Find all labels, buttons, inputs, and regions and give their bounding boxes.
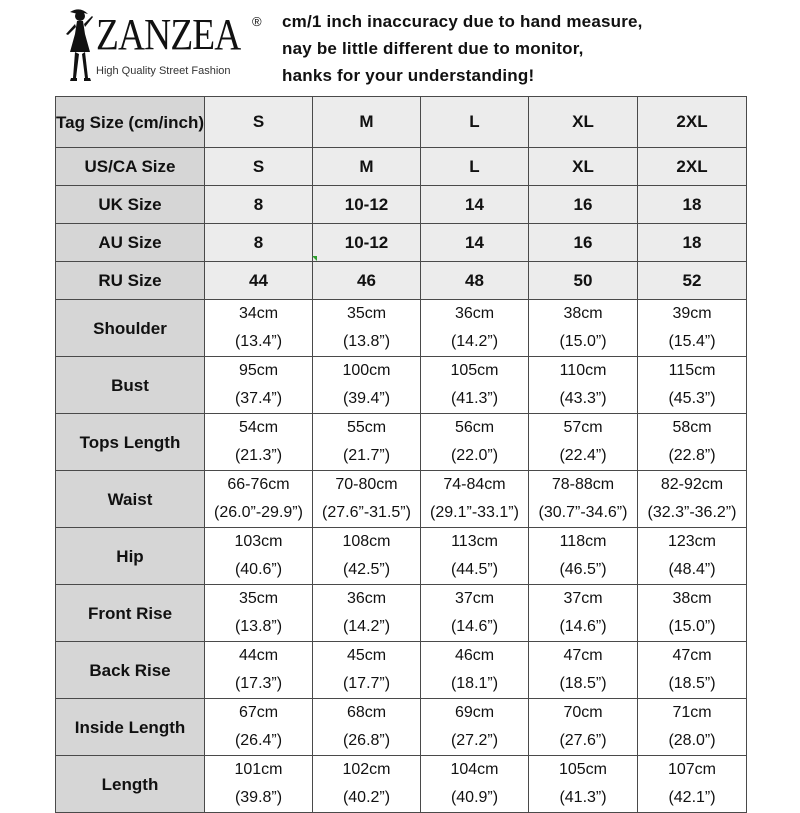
- measurement-inch: (26.8”): [342, 732, 391, 749]
- measurement-cell: [638, 528, 747, 585]
- measurement-cell: [421, 756, 529, 813]
- measurement-cell: [638, 756, 747, 813]
- conversion-value: 8: [205, 186, 313, 224]
- measurement-cell: [205, 471, 313, 528]
- conversion-value: 8: [205, 224, 313, 262]
- measurement-cm: 44cm: [238, 647, 279, 664]
- measurement-cm: 71cm: [672, 704, 712, 721]
- measurement-cell: [205, 642, 313, 699]
- measurement-cell: [313, 528, 421, 585]
- measurement-inch: (13.8”): [342, 333, 391, 350]
- measurement-cm: 101cm: [234, 761, 283, 778]
- measurement-cell: [205, 585, 313, 642]
- measurement-cm: 36cm: [454, 305, 495, 322]
- conversion-value: L: [421, 148, 529, 186]
- measurement-inch: (45.3”): [668, 390, 716, 407]
- conversion-value: 46: [313, 262, 421, 300]
- conversion-value: 2XL: [638, 148, 747, 186]
- measurement-inch: (15.4”): [668, 333, 716, 350]
- measurement-cm: 100cm: [342, 362, 391, 379]
- size-header: S: [205, 97, 313, 148]
- note-line: nay be little different due to monitor,: [282, 39, 584, 58]
- brand-logo: [60, 8, 270, 86]
- measurement-cell: [529, 300, 638, 357]
- measurement-cell: [421, 471, 529, 528]
- measurement-cm: 37cm: [454, 590, 495, 607]
- conversion-value: 18: [638, 186, 747, 224]
- measurement-cm: 54cm: [238, 419, 279, 436]
- measurement-cell: [421, 300, 529, 357]
- note-line: hanks for your understanding!: [282, 66, 535, 85]
- registered-mark: ®: [252, 14, 262, 29]
- woman-silhouette-icon: [60, 8, 100, 86]
- conversion-label: UK Size: [56, 186, 205, 224]
- measurement-cm: 38cm: [672, 590, 712, 607]
- measurement-cell: [205, 699, 313, 756]
- measurement-notes: [282, 8, 800, 89]
- tag-size-label: Tag Size (cm/inch): [56, 97, 205, 148]
- measurement-row: [56, 699, 747, 756]
- measurement-inch: (14.6”): [450, 618, 499, 635]
- measurement-cm: 104cm: [450, 761, 499, 778]
- measurement-cm: 47cm: [672, 647, 712, 664]
- measurement-inch: (18.5”): [559, 675, 607, 692]
- measurement-inch: (48.4”): [668, 561, 716, 578]
- measurement-cm: 58cm: [672, 419, 712, 436]
- size-header: L: [421, 97, 529, 148]
- conversion-value: M: [313, 148, 421, 186]
- measurement-label: Shoulder: [56, 300, 205, 357]
- measurement-cm: 39cm: [672, 305, 712, 322]
- measurement-cell: [529, 414, 638, 471]
- tag-size-row: [56, 97, 747, 148]
- note-line: cm/1 inch inaccuracy due to hand measure,: [282, 12, 643, 31]
- measurement-cm: 113cm: [451, 533, 498, 550]
- measurement-inch: (21.3”): [234, 447, 283, 464]
- measurement-inch: (41.3”): [450, 390, 499, 407]
- measurement-inch: (29.1”-33.1”): [430, 504, 519, 521]
- conversion-value: XL: [529, 148, 638, 186]
- measurement-inch: (40.2”): [342, 789, 391, 806]
- measurement-inch: (41.3”): [559, 789, 607, 806]
- conversion-value: 10-12: [313, 186, 421, 224]
- conversion-label: AU Size: [56, 224, 205, 262]
- measurement-cell: [638, 357, 747, 414]
- conversion-value: 16: [529, 186, 638, 224]
- measurement-inch: (17.7”): [342, 675, 391, 692]
- measurement-cm: 35cm: [346, 305, 387, 322]
- conversion-value: 52: [638, 262, 747, 300]
- size-chart-body: [56, 97, 747, 813]
- measurement-cm: 103cm: [234, 533, 283, 550]
- conversion-value: 48: [421, 262, 529, 300]
- measurement-inch: (43.3”): [559, 390, 607, 407]
- measurement-cell: [205, 300, 313, 357]
- measurement-cell: [421, 585, 529, 642]
- measurement-row: [56, 357, 747, 414]
- measurement-cm: 74-84cm: [443, 476, 506, 493]
- conversion-row: [56, 186, 747, 224]
- measurement-cm: 36cm: [346, 590, 387, 607]
- measurement-cm: 66-76cm: [227, 476, 290, 493]
- conversion-row: [56, 148, 747, 186]
- measurement-cm: 57cm: [563, 419, 603, 436]
- measurement-inch: (30.7”-34.6”): [538, 504, 628, 521]
- measurement-cm: 69cm: [454, 704, 495, 721]
- conversion-label: RU Size: [56, 262, 205, 300]
- measurement-inch: (14.6”): [559, 618, 607, 635]
- measurement-row: [56, 585, 747, 642]
- measurement-cell: [638, 642, 747, 699]
- measurement-label: Length: [56, 756, 205, 813]
- measurement-row: [56, 414, 747, 471]
- measurement-cm: 68cm: [346, 704, 387, 721]
- brand-name: ZANZEA: [96, 10, 241, 59]
- measurement-row: [56, 756, 747, 813]
- measurement-inch: (44.5”): [450, 561, 499, 578]
- measurement-cell: [313, 357, 421, 414]
- measurement-cm: 118cm: [559, 533, 607, 550]
- measurement-inch: (15.0”): [559, 333, 607, 350]
- measurement-inch: (27.6”-31.5”): [322, 504, 411, 521]
- measurement-cm: 82-92cm: [660, 476, 724, 493]
- measurement-label: Tops Length: [56, 414, 205, 471]
- measurement-cell: [421, 414, 529, 471]
- conversion-value: 18: [638, 224, 747, 262]
- measurement-cm: 105cm: [558, 761, 608, 778]
- measurement-cell: [529, 642, 638, 699]
- size-chart-table: [55, 96, 747, 813]
- measurement-cm: 55cm: [346, 419, 387, 436]
- measurement-cell: [313, 699, 421, 756]
- measurement-cell: [205, 357, 313, 414]
- green-marker: [312, 256, 317, 261]
- conversion-value: S: [205, 148, 313, 186]
- measurement-inch: (42.1”): [668, 789, 716, 806]
- conversion-value: 44: [205, 262, 313, 300]
- measurement-cm: 45cm: [346, 647, 387, 664]
- measurement-cm: 67cm: [238, 704, 279, 721]
- measurement-inch: (26.0”-29.9”): [214, 504, 303, 521]
- measurement-inch: (42.5”): [342, 561, 391, 578]
- measurement-inch: (28.0”): [668, 732, 716, 749]
- measurement-cm: 34cm: [238, 305, 279, 322]
- measurement-cell: [313, 642, 421, 699]
- measurement-cell: [205, 756, 313, 813]
- measurement-cm: 70-80cm: [335, 476, 398, 493]
- measurement-inch: (22.0”): [450, 447, 499, 464]
- measurement-cell: [638, 471, 747, 528]
- measurement-inch: (40.9”): [450, 789, 499, 806]
- measurement-inch: (32.3”-36.2”): [647, 504, 737, 521]
- measurement-cm: 56cm: [454, 419, 495, 436]
- measurement-inch: (26.4”): [234, 732, 283, 749]
- measurement-cell: [313, 585, 421, 642]
- measurement-inch: (39.8”): [234, 789, 283, 806]
- measurement-label: Back Rise: [56, 642, 205, 699]
- conversion-value: 14: [421, 186, 529, 224]
- measurement-inch: (27.2”): [450, 732, 499, 749]
- conversion-row: [56, 224, 747, 262]
- measurement-cell: [529, 471, 638, 528]
- size-header: M: [313, 97, 421, 148]
- conversion-value: 10-12: [313, 224, 421, 262]
- measurement-cell: [529, 357, 638, 414]
- conversion-value: 50: [529, 262, 638, 300]
- measurement-cm: 115cm: [668, 362, 716, 379]
- measurement-cm: 47cm: [563, 647, 603, 664]
- measurement-cell: [529, 756, 638, 813]
- size-header: XL: [529, 97, 638, 148]
- measurement-label: Bust: [56, 357, 205, 414]
- measurement-inch: (27.6”): [559, 732, 607, 749]
- measurement-cm: 46cm: [454, 647, 495, 664]
- measurement-inch: (22.4”): [559, 447, 607, 464]
- measurement-cm: 70cm: [563, 704, 603, 721]
- conversion-value: 14: [421, 224, 529, 262]
- measurement-cm: 105cm: [450, 362, 499, 379]
- conversion-value: 16: [529, 224, 638, 262]
- measurement-inch: (18.5”): [668, 675, 716, 692]
- measurement-inch: (15.0”): [668, 618, 716, 635]
- measurement-cell: [421, 528, 529, 585]
- measurement-cm: 37cm: [563, 590, 603, 607]
- measurement-row: [56, 300, 747, 357]
- measurement-inch: (14.2”): [450, 333, 499, 350]
- measurement-inch: (37.4”): [234, 390, 283, 407]
- measurement-cm: 38cm: [563, 305, 603, 322]
- measurement-cell: [529, 528, 638, 585]
- measurement-cell: [313, 414, 421, 471]
- conversion-row: [56, 262, 747, 300]
- measurement-inch: (22.8”): [668, 447, 716, 464]
- header: [0, 0, 800, 96]
- measurement-cell: [638, 699, 747, 756]
- measurement-label: Waist: [56, 471, 205, 528]
- measurement-cell: [205, 528, 313, 585]
- measurement-cell: [421, 357, 529, 414]
- measurement-inch: (39.4”): [342, 390, 391, 407]
- measurement-inch: (46.5”): [559, 561, 607, 578]
- measurement-cell: [313, 756, 421, 813]
- measurement-cell: [421, 642, 529, 699]
- measurement-cm: 102cm: [342, 761, 391, 778]
- measurement-cm: 95cm: [238, 362, 279, 379]
- measurement-cell: [313, 300, 421, 357]
- measurement-inch: (18.1”): [450, 675, 499, 692]
- measurement-cm: 123cm: [667, 533, 717, 550]
- measurement-inch: (14.2”): [342, 618, 391, 635]
- measurement-cm: 35cm: [238, 590, 279, 607]
- measurement-inch: (13.4”): [234, 333, 283, 350]
- brand-tagline: High Quality Street Fashion: [96, 65, 231, 77]
- measurement-cell: [638, 300, 747, 357]
- conversion-label: US/CA Size: [56, 148, 205, 186]
- measurement-cell: [421, 699, 529, 756]
- measurement-label: Front Rise: [56, 585, 205, 642]
- measurement-inch: (40.6”): [234, 561, 283, 578]
- measurement-cm: 78-88cm: [551, 476, 615, 493]
- measurement-cm: 107cm: [667, 761, 717, 778]
- measurement-cell: [529, 585, 638, 642]
- size-header: 2XL: [638, 97, 747, 148]
- measurement-cell: [529, 699, 638, 756]
- measurement-row: [56, 471, 747, 528]
- measurement-cell: [638, 585, 747, 642]
- measurement-cell: [205, 414, 313, 471]
- measurement-inch: (17.3”): [234, 675, 283, 692]
- measurement-row: [56, 642, 747, 699]
- measurement-label: Inside Length: [56, 699, 205, 756]
- measurement-cell: [313, 471, 421, 528]
- measurement-cell: [638, 414, 747, 471]
- measurement-inch: (21.7”): [342, 447, 391, 464]
- measurement-inch: (13.8”): [234, 618, 283, 635]
- measurement-cm: 108cm: [342, 533, 391, 550]
- measurement-label: Hip: [56, 528, 205, 585]
- measurement-row: [56, 528, 747, 585]
- measurement-cm: 110cm: [559, 362, 607, 379]
